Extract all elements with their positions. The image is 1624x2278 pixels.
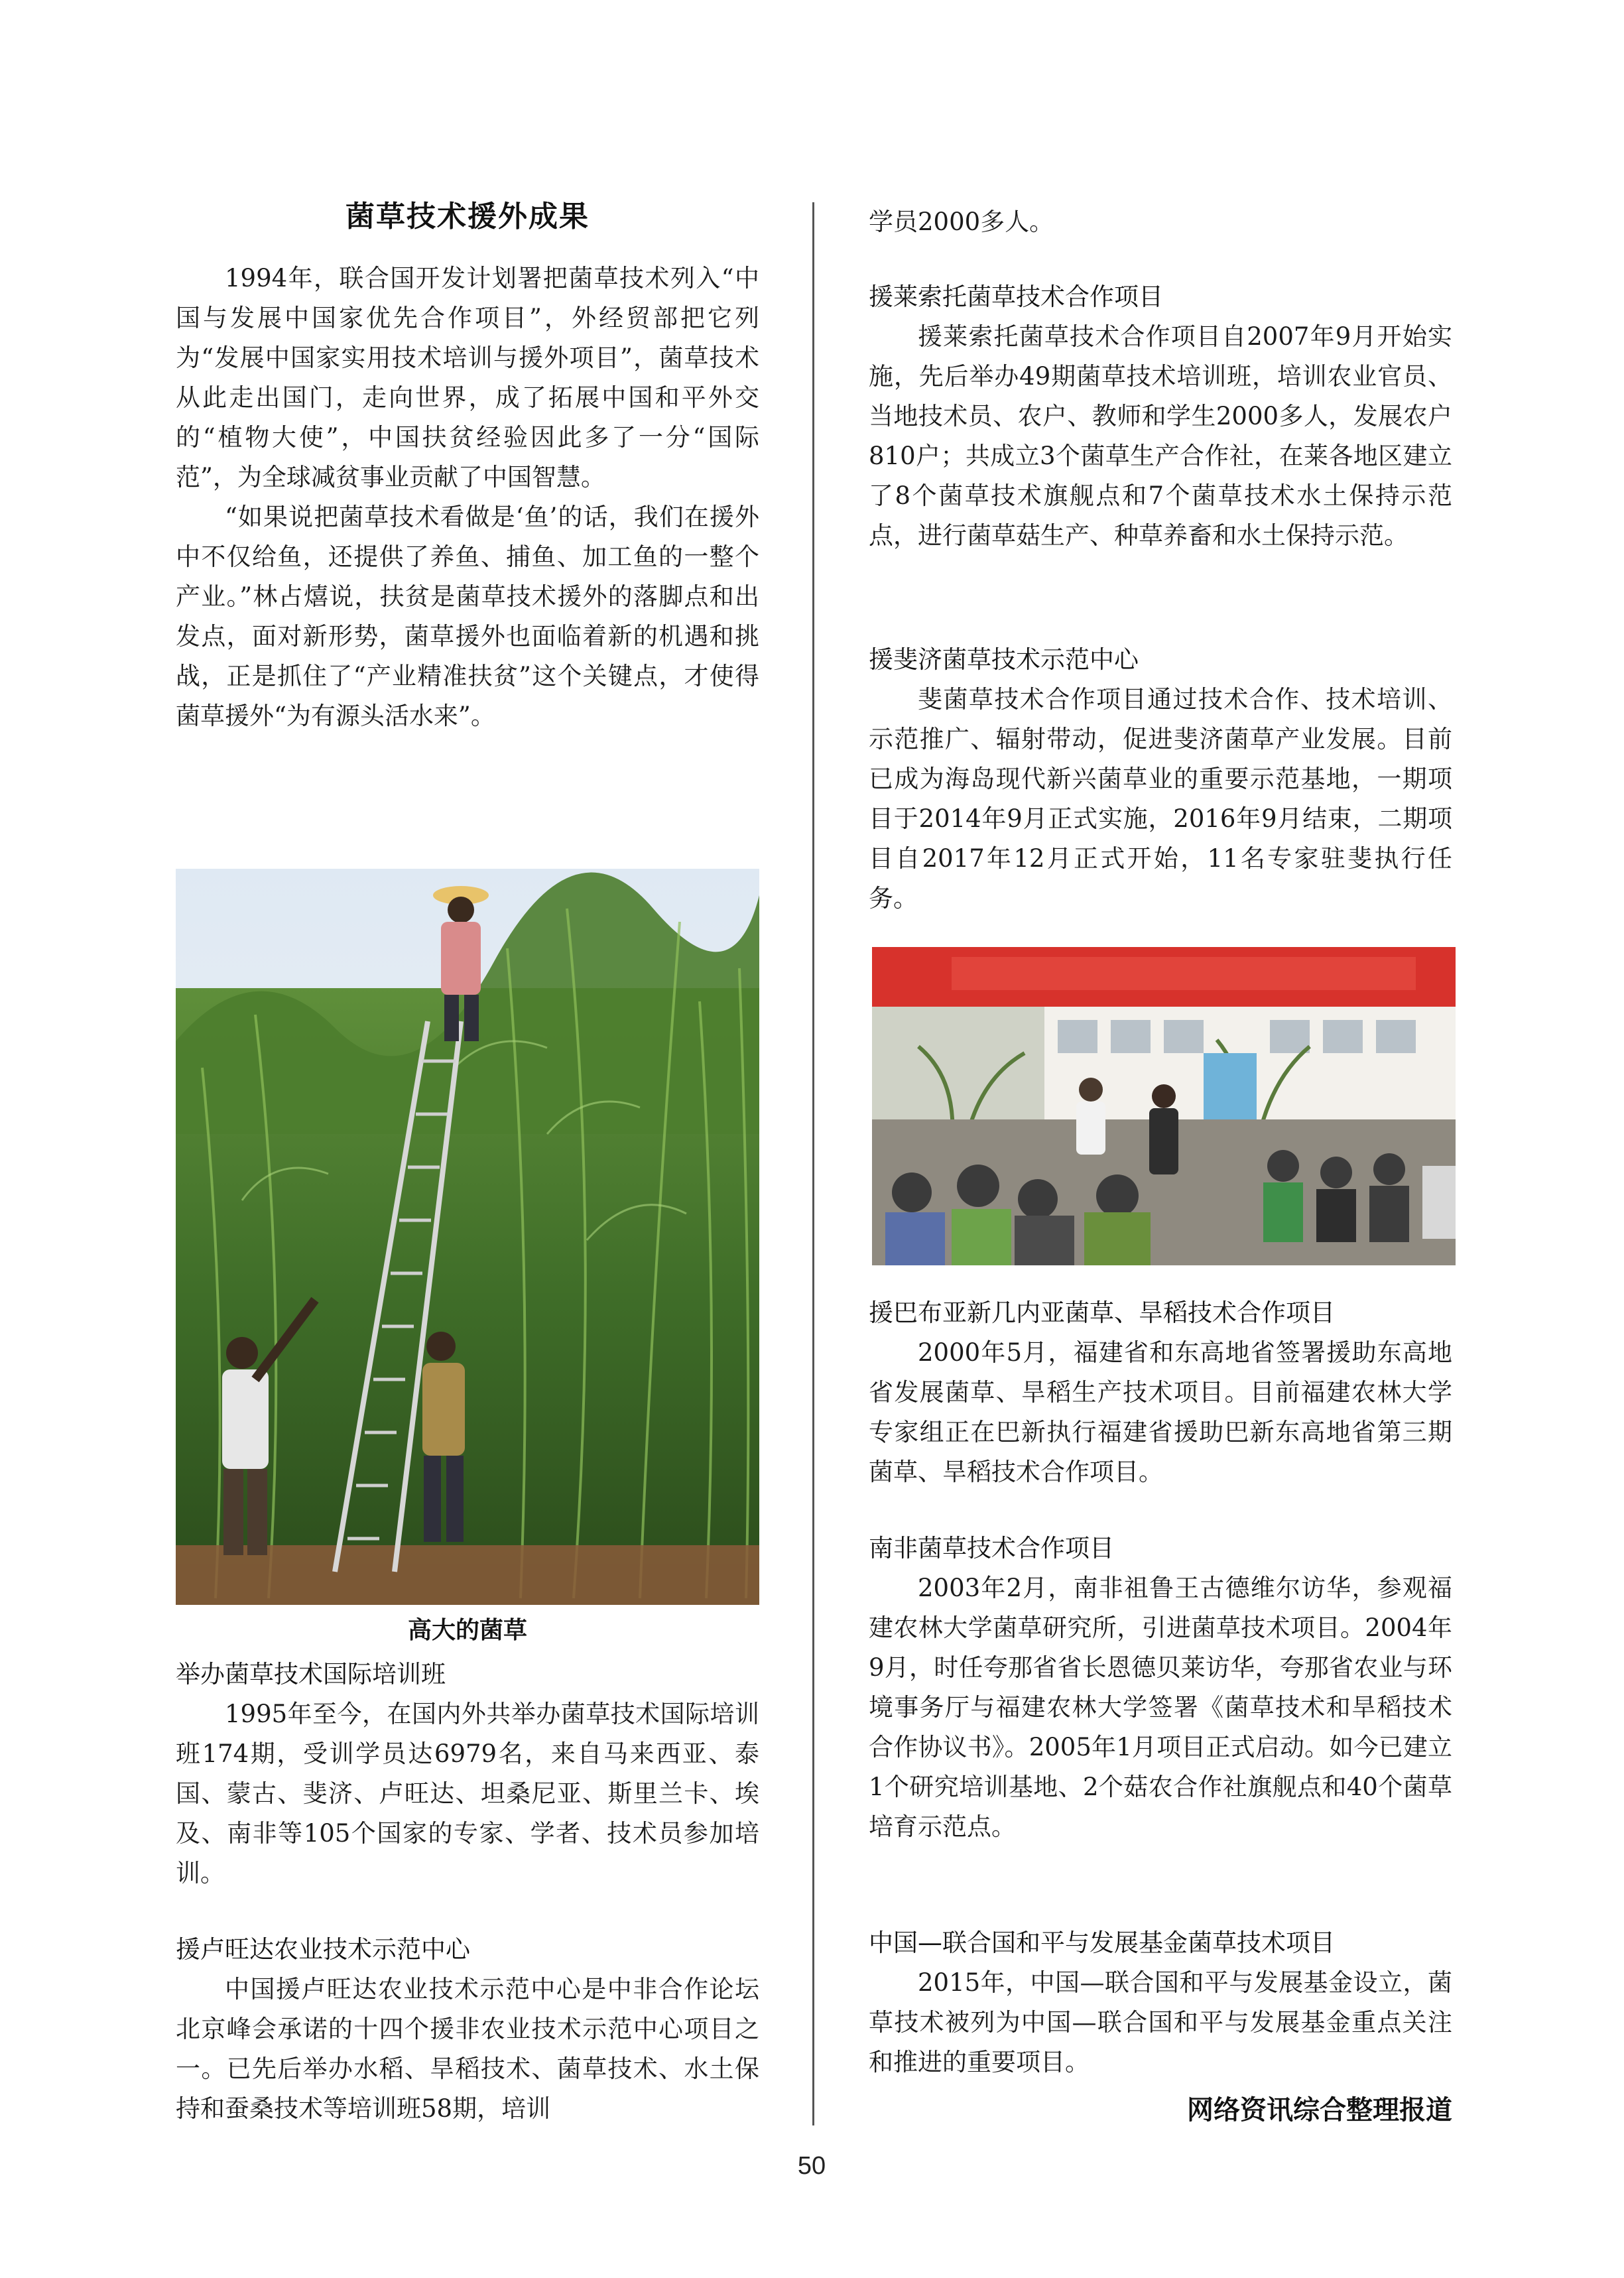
section-body: 2015年，中国—联合国和平与发展基金设立，菌草技术被列为中国—联合国和平与发展基金重点关注和推进的重要项目。 — [869, 1968, 1452, 2076]
article-attribution: 网络资讯综合整理报道 — [1187, 2095, 1452, 2125]
section-lesotho — [869, 277, 1452, 556]
section-body: 中国援卢旺达农业技术示范中心是中非合作论坛北京峰会承诺的十四个援非农业技术示范中心项目之一。已先后举办水稻、旱稻技术、菌草技术、水土保持和蚕桑技术等培训班58期，培训 — [176, 1975, 759, 2123]
section-heading: 援卢旺达农业技术示范中心 — [176, 1935, 470, 1964]
section-heading: 中国—联合国和平与发展基金菌草技术项目 — [869, 1929, 1335, 1957]
section-south-africa — [869, 1529, 1452, 1847]
intro-paragraph-1: 1994年，联合国开发计划署把菌草技术列入“中国与发展中国家优先合作项目”，外经贸部把它列为“发展中国家实用技术培训与援外项目”，菌草技术从此走出国门，走向世界，成了拓展中国和平外交的“植物大使”，中国扶贫经验因此多了一分“国际范”，为全球减贫事业贡献了中国智慧。 — [176, 264, 759, 491]
photo-caption-tall-grass: 高大的菌草 — [407, 1617, 527, 1644]
page-number: 50 — [797, 2152, 826, 2180]
column-divider — [812, 202, 814, 2125]
section-body: 2000年5月，福建省和东高地省签署援助东高地省发展菌草、旱稻生产技术项目。目前福建农林大学专家组正在巴新执行福建省援助巴新东高地省第三期菌草、旱稻技术合作项目。 — [869, 1338, 1452, 1486]
section-png — [869, 1293, 1452, 1492]
section-heading: 南非菌草技术合作项目 — [869, 1534, 1114, 1562]
section-heading: 援斐济菌草技术示范中心 — [869, 645, 1139, 674]
section-rwanda — [176, 1930, 759, 2129]
rwanda-continuation — [869, 202, 1452, 242]
intro-block — [176, 259, 759, 736]
section-heading: 举办菌草技术国际培训班 — [176, 1660, 446, 1688]
section-body: 援莱索托菌草技术合作项目自2007年9月开始实施，先后举办49期菌草技术培训班，培训农业官员、当地技术员、农户、教师和学生2000多人，发展农户810户；共成立3个菌草生产合作社，在莱各地区建立了8个菌草技术旗舰点和7个菌草技术水土保持示范点，进行菌草菇生产、种草养畜和水土保持示范。 — [869, 322, 1452, 550]
section-un-fund — [869, 1923, 1452, 2082]
section-training — [176, 1655, 759, 1893]
section-body-continuation: 学员2000多人。 — [869, 208, 1054, 236]
section-heading: 援巴布亚新几内亚菌草、旱稻技术合作项目 — [869, 1298, 1335, 1327]
section-body: 斐菌草技术合作项目通过技术合作、技术培训、示范推广、辐射带动，促进斐济菌草产业发展。目前已成为海岛现代新兴菌草业的重要示范基地，一期项目于2014年9月正式实施，2016年9月结束，二期项目自2017年12月正式开始，11名专家驻斐执行任务。 — [869, 685, 1452, 913]
photo-tall-grass — [176, 869, 759, 1605]
meeting-illustration — [872, 947, 1456, 1265]
article-title: 菌草技术援外成果 — [345, 200, 590, 233]
section-body: 1995年至今，在国内外共举办菌草技术国际培训班174期，受训学员达6979名，来自马来西亚、泰国、蒙古、斐济、卢旺达、坦桑尼亚、斯里兰卡、埃及、南非等105个国家的专家、学者、技术员参加培训。 — [176, 1700, 759, 1887]
section-heading: 援莱索托菌草技术合作项目 — [869, 283, 1163, 311]
intro-paragraph-2: “如果说把菌草技术看做是‘鱼’的话，我们在援外中不仅给鱼，还提供了养鱼、捕鱼、加工鱼的一整个产业。”林占熺说，扶贫是菌草技术援外的落脚点和出发点，面对新形势，菌草援外也面临着新的机遇和挑战，正是抓住了“产业精准扶贫”这个关键点，才使得菌草援外“为有源头活水来”。 — [176, 503, 759, 730]
tall-grass-illustration — [176, 869, 759, 1605]
section-fiji — [869, 640, 1452, 918]
photo-meeting — [872, 947, 1456, 1265]
section-body: 2003年2月，南非祖鲁王古德维尔访华，参观福建农林大学菌草研究所，引进菌草技术项目。2004年9月，时任夸那省省长恩德贝莱访华，夸那省农业与环境事务厅与福建农林大学签署《菌草技术和旱稻技术合作协议书》。2005年1月项目正式启动。如今已建立1个研究培训基地、2个菇农合作社旗舰点和40个菌草培育示范点。 — [869, 1574, 1452, 1841]
